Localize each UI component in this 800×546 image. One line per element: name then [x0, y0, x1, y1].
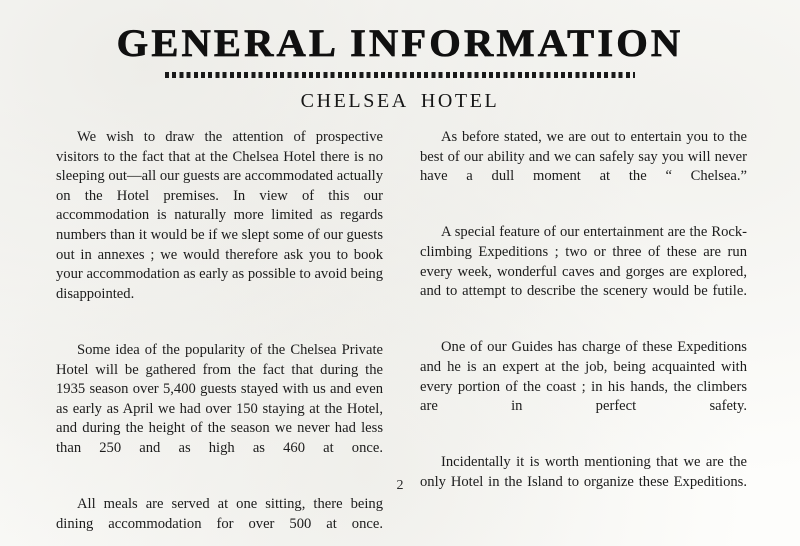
page-title: GENERAL INFORMATION: [116, 22, 684, 65]
section-subtitle: [0, 90, 800, 113]
paragraph: One of our Guides has charge of these Expeditions and he is an expert at the job, being acquainted with every portion of the coast ; in his hands, the climbers are in perfect safety.: [420, 339, 747, 415]
page-number: 2: [396, 478, 404, 493]
subtitle-word-chelsea: CHELSEA: [300, 90, 409, 112]
masthead: [0, 22, 800, 78]
subtitle-word-hotel: HOTEL: [420, 90, 500, 112]
paragraph: All meals are served at one sitting, there being dining accommodation for over 500 at once.: [56, 496, 383, 532]
paragraph: Some idea of the popularity of the Chelsea Private Hotel will be gathered from the fact that during the 1935 season over 5,400 guests stayed with us and even as early as April we had over 150 staying at the Hotel, and during the height of the season we never had less than 250 and as high as 460 at once.: [56, 341, 383, 456]
paragraph: A special feature of our entertainment are the Rock-climbing Expeditions ; two or three of these are run every week, wonderful caves and gorges are explored, and to attempt to describe the scenery would be futile.: [420, 224, 747, 300]
paragraph: Incidentally it is worth mentioning that we are the only Hotel in the Island to organize these Expeditions.: [420, 454, 747, 490]
paragraph: We wish to draw the attention of prospective visitors to the fact that at the Chelsea Hotel there is no sleeping out—all our guests are accommodated actually on the Hotel premises. In view of this our accommodation is naturally more limited as regards numbers than it would be if we slept some of our guests out in annexes ; we would therefore ask you to book your accommodation as early as possible to avoid being disappointed.: [56, 129, 383, 302]
dotted-rule-divider: [165, 72, 635, 78]
paragraph: As before stated, we are out to entertain you to the best of our ability and we can safely say you will never have a dull moment at the “ Chelsea.”: [420, 129, 747, 185]
